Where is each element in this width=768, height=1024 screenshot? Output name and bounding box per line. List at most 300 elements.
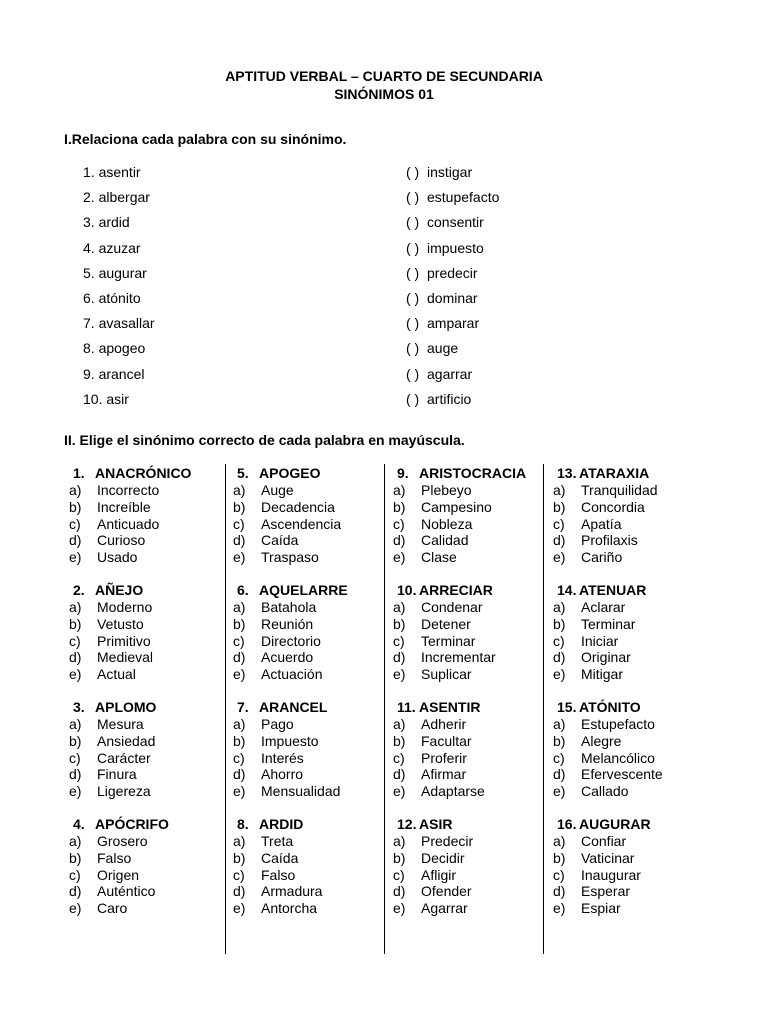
option-row [391,867,551,884]
option-row [231,599,391,616]
option-letter: e) [233,549,246,566]
option-text: Mitigar [581,666,624,683]
option-text: Callado [581,783,629,800]
option-row [231,549,391,566]
option-row [551,482,711,499]
option-text: Actuación [261,666,323,683]
option-letter: c) [233,632,245,649]
option-letter: b) [233,615,246,632]
option-letter: a) [69,833,82,849]
option-row [67,733,227,750]
option-letter: c) [69,515,81,532]
option-text: Traspaso [261,549,319,566]
option-text: Suplicar [421,666,472,683]
question-header [231,464,391,482]
answer-blank: ( ) [406,289,420,306]
question-word: ASENTIR [419,699,481,715]
option-row [67,833,227,850]
answer-blank: ( ) [406,214,420,231]
option-text: Origen [97,866,140,883]
option-row [551,549,711,566]
option-row [551,766,711,783]
option-text: Caída [261,849,299,866]
question-word: ARRECIAR [419,582,493,598]
option-text: Concordia [581,498,645,515]
match-row [83,239,683,264]
option-row [231,666,391,683]
option-text: Vaticinar [581,849,635,866]
option-letter: b) [553,732,566,749]
option-row [391,766,551,783]
option-row [391,482,551,499]
option-row [551,616,711,633]
option-row [67,499,227,516]
option-letter: c) [553,515,565,532]
option-text: Terminar [421,632,476,649]
column-divider [384,464,385,954]
option-text: Melancólico [581,749,655,766]
option-row [231,499,391,516]
option-letter: e) [393,783,406,800]
question-item [67,581,227,698]
option-letter: d) [69,883,82,900]
option-letter: c) [393,749,405,766]
section-2-heading: II. Elige el sinónimo correcto de cada palabra en mayúscula. [64,432,465,448]
answer-blank: ( ) [406,189,420,206]
option-row [67,482,227,499]
answer-blank: ( ) [406,340,420,357]
match-row [83,163,683,188]
question-word: ATARAXIA [579,465,650,481]
option-row [67,616,227,633]
question-number: 12. [397,816,417,832]
option-letter: c) [393,515,405,532]
option-letter: d) [553,649,566,666]
option-row [231,649,391,666]
option-row [391,733,551,750]
match-word: 9. arancel [83,365,145,382]
option-row [67,850,227,867]
option-row [551,733,711,750]
question-item [551,581,711,698]
option-text: Proferir [421,749,467,766]
option-row [231,482,391,499]
option-text: Estupefacto [581,716,655,732]
option-row [67,516,227,533]
option-letter: e) [393,900,406,917]
option-row [391,716,551,733]
option-text: Adaptarse [421,783,485,800]
match-synonym: predecir [427,264,478,281]
option-text: Pago [261,716,294,732]
question-header [67,581,227,599]
option-text: Tranquilidad [581,482,658,498]
question-number: 14. [557,582,577,598]
option-text: Apatía [581,515,622,532]
option-text: Calidad [421,532,469,549]
question-word: ATENUAR [579,582,647,598]
option-text: Armadura [261,883,323,900]
option-letter: b) [69,849,82,866]
match-word: 10. asir [83,390,129,407]
option-letter: a) [69,599,82,615]
option-row [551,833,711,850]
match-word: 7. avasallar [83,315,155,332]
option-row [231,733,391,750]
option-letter: a) [69,716,82,732]
question-header [231,698,391,716]
option-row [67,750,227,767]
question-header [551,581,711,599]
question-word: APÓCRIFO [95,816,169,832]
column-divider [225,464,226,954]
option-row [391,783,551,800]
option-text: Aclarar [581,599,626,615]
option-text: Predecir [421,833,474,849]
option-letter: b) [233,732,246,749]
document-subtitle: SINÓNIMOS 01 [334,86,434,102]
option-row [551,532,711,549]
question-item [391,581,551,698]
question-number: 9. [397,465,409,481]
option-letter: d) [69,532,82,549]
question-item [67,698,227,815]
option-text: Caro [97,900,128,917]
option-row [231,783,391,800]
match-row [83,213,683,238]
option-letter: e) [233,666,246,683]
option-text: Terminar [581,615,636,632]
question-number: 8. [237,816,249,832]
question-word: ARDID [259,816,304,832]
option-letter: e) [233,783,246,800]
option-text: Espiar [581,900,621,917]
option-text: Inaugurar [581,866,641,883]
match-synonym: consentir [427,214,484,231]
option-letter: d) [393,649,406,666]
option-text: Directorio [261,632,321,649]
match-word: 5. augurar [83,264,147,281]
option-text: Carácter [97,749,151,766]
option-letter: b) [69,498,82,515]
question-number: 6. [237,582,249,598]
question-column-1 [67,464,227,932]
option-letter: c) [69,749,81,766]
option-text: Falso [97,849,132,866]
option-row [391,599,551,616]
option-text: Vetusto [97,615,144,632]
option-letter: d) [69,649,82,666]
match-word: 1. asentir [83,164,141,180]
option-row [231,900,391,917]
match-row [83,339,683,364]
option-letter: b) [233,498,246,515]
option-letter: a) [553,833,566,849]
question-header [391,464,551,482]
option-letter: e) [393,549,406,566]
option-letter: a) [553,599,566,615]
question-header [551,698,711,716]
question-column-4 [551,464,711,932]
option-row [231,850,391,867]
option-row [551,599,711,616]
option-row [67,716,227,733]
option-text: Agarrar [421,900,468,917]
match-synonym: dominar [427,289,478,306]
option-text: Ligereza [97,783,151,800]
option-letter: e) [69,666,82,683]
document-title: APTITUD VERBAL – CUARTO DE SECUNDARIA [225,68,543,84]
option-text: Caída [261,532,299,549]
option-text: Medieval [97,649,154,666]
option-text: Ascendencia [261,515,342,532]
option-text: Profilaxis [581,532,638,549]
option-letter: b) [393,732,406,749]
option-row [391,750,551,767]
question-number: 5. [237,465,249,481]
option-row [391,499,551,516]
option-text: Originar [581,649,631,666]
question-item [551,815,711,932]
match-synonym: impuesto [427,239,484,256]
option-letter: d) [233,883,246,900]
question-word: ARISTOCRACIA [419,465,527,481]
option-letter: c) [69,866,81,883]
option-row [67,666,227,683]
question-item [231,698,391,815]
option-letter: a) [393,716,406,732]
option-row [231,766,391,783]
option-text: Decidir [421,849,465,866]
option-letter: e) [553,783,566,800]
option-row [67,633,227,650]
option-letter: b) [69,732,82,749]
option-text: Finura [97,766,137,783]
question-item [551,698,711,815]
option-letter: d) [553,883,566,900]
option-letter: d) [553,532,566,549]
option-row [231,716,391,733]
option-row [231,833,391,850]
option-text: Efervescente [581,766,663,783]
question-number: 1. [73,465,85,481]
option-text: Moderno [97,599,153,615]
option-letter: c) [233,749,245,766]
option-letter: b) [233,849,246,866]
option-letter: d) [233,766,246,783]
option-row [551,499,711,516]
option-row [67,900,227,917]
option-letter: c) [233,866,245,883]
answer-blank: ( ) [406,390,420,407]
question-item [391,464,551,581]
question-item [231,581,391,698]
option-text: Auténtico [97,883,156,900]
option-row [67,532,227,549]
option-row [551,850,711,867]
option-text: Mensualidad [261,783,341,800]
question-header [391,698,551,716]
option-text: Antorcha [261,900,318,917]
question-word: AUGURAR [579,816,651,832]
question-header [67,698,227,716]
option-row [391,633,551,650]
option-row [551,900,711,917]
match-row [83,365,683,390]
option-letter: e) [69,900,82,917]
option-row [231,516,391,533]
question-word: APLOMO [95,699,157,715]
match-row [83,314,683,339]
option-letter: b) [553,849,566,866]
match-synonym: estupefacto [427,189,500,206]
option-letter: d) [553,766,566,783]
option-text: Cariño [581,549,623,566]
option-row [231,532,391,549]
option-row [391,666,551,683]
column-divider [543,464,544,954]
option-text: Actual [97,666,136,683]
option-row [67,599,227,616]
option-text: Batahola [261,599,317,615]
question-header [231,815,391,833]
option-text: Ansiedad [97,732,156,749]
option-text: Campesino [421,498,492,515]
option-text: Afligir [421,866,457,883]
option-row [391,850,551,867]
option-letter: b) [553,498,566,515]
option-row [551,883,711,900]
option-letter: a) [393,482,406,498]
answer-blank: ( ) [406,365,420,382]
question-number: 7. [237,699,249,715]
question-number: 10. [397,582,417,598]
answer-blank: ( ) [406,239,420,256]
option-letter: c) [393,866,405,883]
option-letter: b) [393,615,406,632]
question-word: ANACRÓNICO [95,465,192,481]
match-synonym: artificio [427,390,472,407]
option-letter: d) [233,649,246,666]
answer-blank: ( ) [406,164,420,180]
option-letter: a) [233,716,246,732]
option-letter: e) [553,666,566,683]
option-text: Detener [421,615,471,632]
option-row [67,766,227,783]
option-row [551,867,711,884]
option-letter: e) [233,900,246,917]
option-row [551,649,711,666]
option-row [391,833,551,850]
question-number: 13. [557,465,577,481]
question-number: 2. [73,582,85,598]
option-text: Anticuado [97,515,160,532]
match-synonym: agarrar [427,365,473,382]
match-word: 8. apogeo [83,340,146,357]
question-number: 15. [557,699,577,715]
question-number: 11. [397,699,416,715]
option-text: Reunión [261,615,314,632]
option-letter: c) [69,632,81,649]
option-letter: a) [233,599,246,615]
option-row [391,616,551,633]
section-1-heading: I.Relaciona cada palabra con su sinónimo. [64,131,347,147]
option-text: Condenar [421,599,483,615]
option-text: Falso [261,866,296,883]
option-row [67,883,227,900]
question-header [67,815,227,833]
option-text: Esperar [581,883,631,900]
option-text: Curioso [97,532,146,549]
option-row [551,750,711,767]
option-letter: b) [553,615,566,632]
option-row [551,666,711,683]
option-text: Iniciar [581,632,619,649]
question-item [551,464,711,581]
option-letter: e) [553,549,566,566]
option-row [231,616,391,633]
option-letter: e) [69,783,82,800]
option-text: Afirmar [421,766,467,783]
match-synonym: amparar [427,315,480,332]
match-row [83,188,683,213]
option-text: Adherir [421,716,467,732]
option-letter: b) [393,849,406,866]
question-word: AQUELARRE [259,582,348,598]
question-number: 3. [73,699,85,715]
option-text: Interés [261,749,304,766]
option-text: Plebeyo [421,482,472,498]
match-synonym: auge [427,340,459,357]
option-letter: a) [233,833,246,849]
option-letter: a) [553,716,566,732]
option-letter: c) [553,749,565,766]
question-number: 4. [73,816,85,832]
question-header [231,581,391,599]
option-text: Increíble [97,498,151,515]
option-letter: c) [553,632,565,649]
option-text: Primitivo [97,632,151,649]
option-letter: e) [393,666,406,683]
option-letter: d) [233,532,246,549]
question-item [231,815,391,932]
option-text: Grosero [97,833,148,849]
option-text: Incrementar [421,649,496,666]
question-item [391,698,551,815]
option-row [67,783,227,800]
option-row [231,750,391,767]
matching-list [83,163,683,415]
question-number: 16. [557,816,577,832]
match-word: 3. ardid [83,214,130,231]
question-header [551,815,711,833]
question-item [391,815,551,932]
option-row [231,867,391,884]
option-row [551,716,711,733]
option-letter: a) [393,599,406,615]
match-row [83,264,683,289]
option-letter: d) [69,766,82,783]
option-text: Impuesto [261,732,319,749]
option-letter: d) [393,532,406,549]
option-text: Treta [261,833,294,849]
question-item [231,464,391,581]
match-word: 2. albergar [83,189,150,206]
question-item [67,815,227,932]
question-header [551,464,711,482]
option-text: Usado [97,549,138,566]
question-header [391,815,551,833]
